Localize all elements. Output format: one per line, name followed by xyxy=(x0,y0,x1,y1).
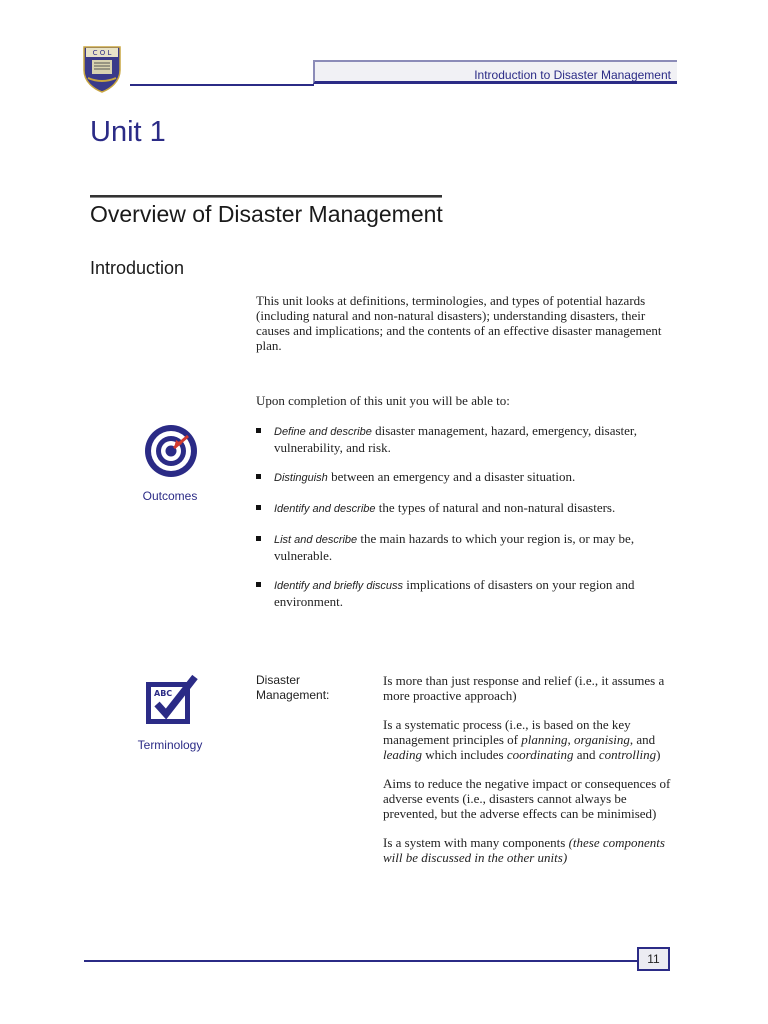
outcome-text: between an emergency and a disaster situation. xyxy=(327,469,576,484)
unit-title: Unit 1 xyxy=(90,116,166,148)
definition-item: Is more than just response and relief (i.e., it assumes a more proactive approach) xyxy=(383,673,665,703)
outcome-text: the types of natural and non-natural disasters. xyxy=(375,500,616,515)
definition-item: Is a system with many components (these components will be discussed in the other units) xyxy=(383,835,665,865)
outcome-verb: Define and describe xyxy=(274,426,372,438)
footer-rule xyxy=(84,960,637,962)
definition-item: Is a systematic process (i.e., is based on the key management principles of planning, organising, and leading which includes coordinating and controlling) xyxy=(383,717,661,762)
outcome-item xyxy=(256,469,686,486)
bullet-icon xyxy=(256,582,261,587)
intro-paragraph: This unit looks at definitions, terminologies, and types of potential hazards (including natural and non-natural disasters); understanding disasters, their causes and implications; and the contents of an effective disaster management plan. xyxy=(256,293,662,353)
abc-text: ABC xyxy=(154,689,173,698)
page-number: 11 xyxy=(637,947,670,971)
outcome-item xyxy=(256,577,686,609)
logo-text: C O L xyxy=(92,49,112,57)
outcome-item xyxy=(256,423,686,455)
definition-item: Aims to reduce the negative impact or consequences of adverse events (i.e., disasters cannot always be prevented, but the adverse effects can be minimised) xyxy=(383,776,671,821)
section-title: Overview of Disaster Management xyxy=(90,201,443,227)
outcome-verb: Distinguish xyxy=(274,472,328,484)
bullet-icon xyxy=(256,428,261,433)
term-disaster-management: Disaster Management: xyxy=(256,673,330,702)
section-rule xyxy=(90,195,442,198)
running-header-title: Introduction to Disaster Management xyxy=(474,68,671,82)
terminology-label: Terminology xyxy=(137,738,203,752)
outcome-text: implications of disasters on your region and environment. xyxy=(274,577,635,609)
outcome-text: disaster management, hazard, emergency, disaster, vulnerability, and risk. xyxy=(274,423,637,455)
outcome-item xyxy=(256,531,686,563)
college-logo xyxy=(82,44,122,94)
outcome-verb: Identify and describe xyxy=(274,503,376,515)
bullet-icon xyxy=(256,536,261,541)
target-icon xyxy=(144,422,200,478)
outcomes-label: Outcomes xyxy=(142,489,198,503)
bullet-icon xyxy=(256,474,261,479)
outcomes-list xyxy=(256,423,686,623)
outcome-item xyxy=(256,500,686,517)
intro-heading: Introduction xyxy=(90,258,185,278)
running-header-box xyxy=(313,60,677,84)
header-rule xyxy=(130,84,314,86)
outcome-verb: List and describe xyxy=(274,534,358,546)
bullet-icon xyxy=(256,505,261,510)
outcome-verb: Identify and briefly discuss xyxy=(274,580,404,592)
definition-list xyxy=(383,673,683,879)
checkmark-icon xyxy=(145,674,199,726)
outcome-text: the main hazards to which your region is, or may be, vulnerable. xyxy=(274,531,635,563)
outcomes-lead: Upon completion of this unit you will be able to: xyxy=(256,393,510,408)
